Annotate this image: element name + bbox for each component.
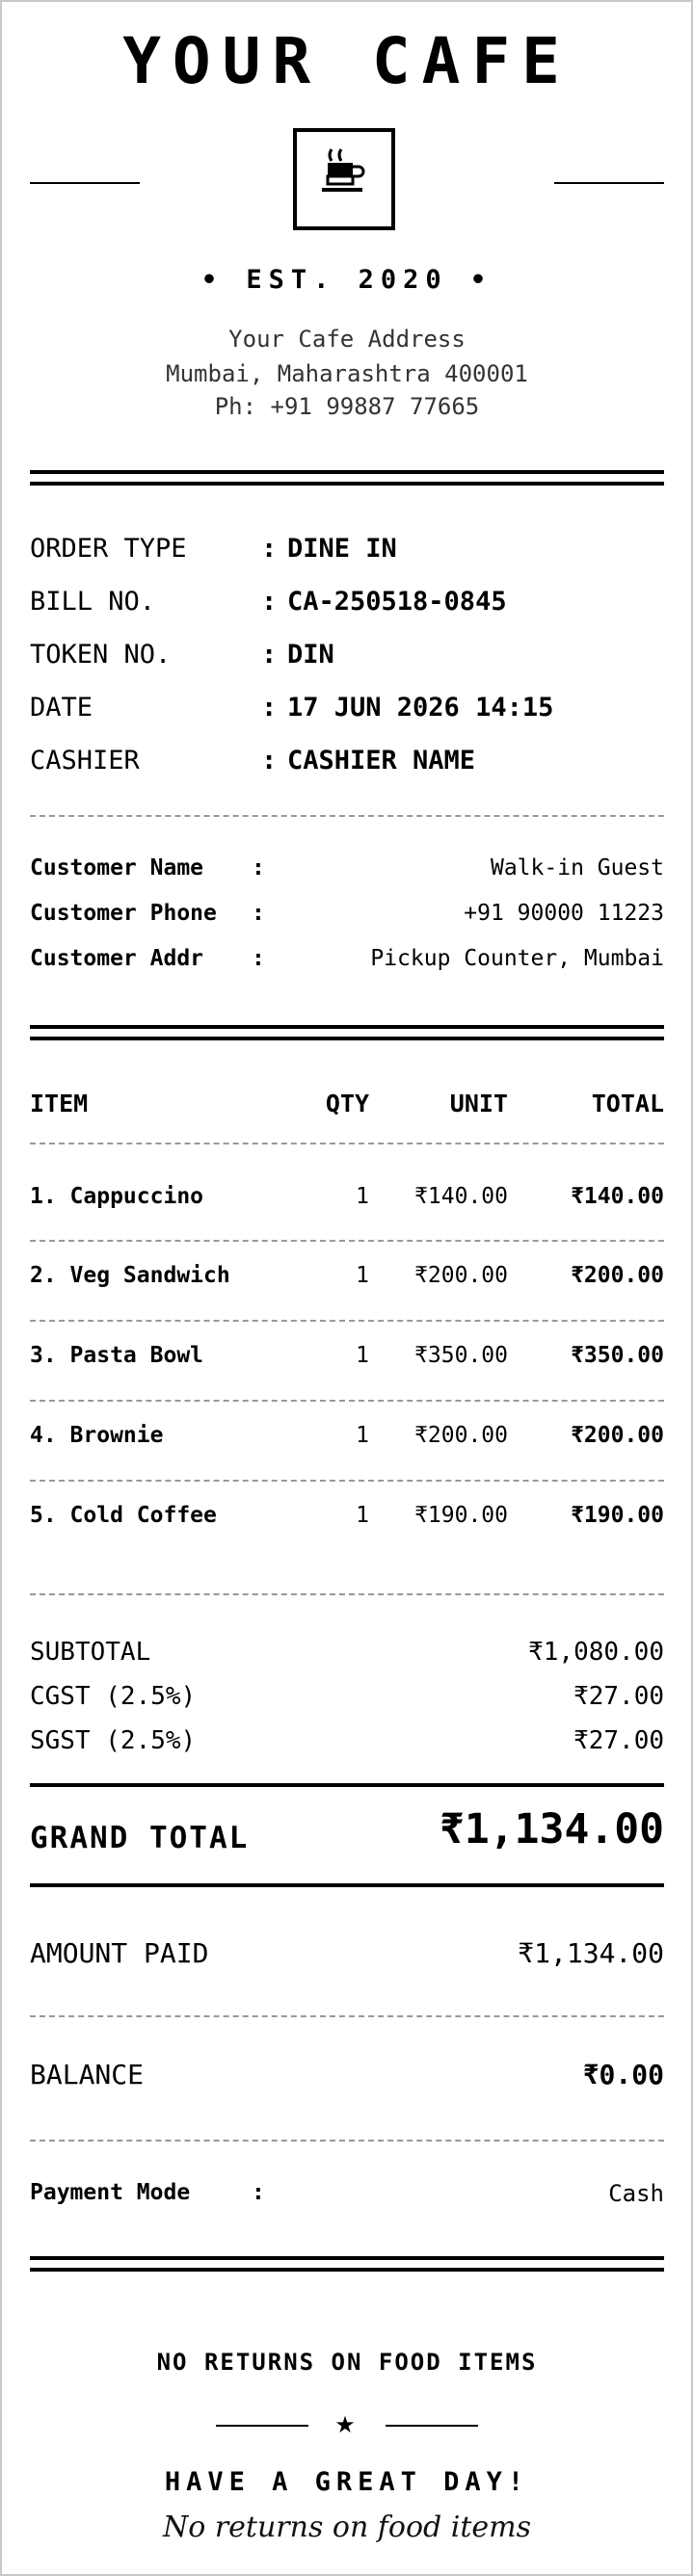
item-total: ₹350.00 <box>571 1343 664 1368</box>
double-rule-top-2 <box>30 482 664 486</box>
separator: : <box>252 2180 265 2205</box>
item-total: ₹200.00 <box>571 1263 664 1288</box>
cgst-value: ₹27.00 <box>573 1682 664 1711</box>
item-name: 5. Cold Coffee <box>30 1503 217 1528</box>
items-header-unit: UNIT <box>449 1090 508 1117</box>
list-item <box>30 1184 664 1217</box>
dashed-divider <box>30 2015 664 2017</box>
footer-rule-left <box>216 2425 308 2427</box>
dashed-divider <box>30 1480 664 1482</box>
items-header-qty: QTY <box>325 1090 369 1117</box>
item-unit: ₹200.00 <box>414 1263 508 1288</box>
items-header <box>30 1090 664 1122</box>
coffee-cup-icon <box>297 132 391 226</box>
subtotal-value: ₹1,080.00 <box>528 1638 664 1667</box>
sgst-label: SGST (2.5%) <box>30 1726 197 1755</box>
double-rule-mid-2 <box>30 1037 664 1040</box>
greeting: HAVE A GREAT DAY! <box>164 2467 530 2497</box>
separator: : <box>261 534 278 564</box>
subtotal-row <box>30 1638 664 1670</box>
date-value: 17 JUN 2026 14:15 <box>287 693 554 723</box>
dashed-divider <box>30 1143 664 1144</box>
separator: : <box>261 746 278 775</box>
token-no-value: DIN <box>287 640 334 670</box>
cashier-row <box>30 746 664 778</box>
cafe-name: YOUR CAFE <box>122 24 572 98</box>
grand-total-value: ₹1,134.00 <box>440 1805 664 1853</box>
item-name: 3. Pasta Bowl <box>30 1343 204 1368</box>
customer-phone-label: Customer Phone <box>30 901 217 926</box>
item-name: 1. Cappuccino <box>30 1184 204 1209</box>
balance-value: ₹0.00 <box>582 2059 664 2090</box>
dashed-divider <box>30 815 664 817</box>
item-qty: 1 <box>356 1184 369 1209</box>
dashed-divider <box>30 1240 664 1242</box>
cashier-value: CASHIER NAME <box>287 746 476 775</box>
order-type-label: ORDER TYPE <box>30 534 187 564</box>
double-rule-bottom-1 <box>30 2256 664 2260</box>
item-total: ₹190.00 <box>571 1503 664 1528</box>
grand-total-label: GRAND TOTAL <box>30 1821 250 1855</box>
item-unit: ₹190.00 <box>414 1503 508 1528</box>
item-qty: 1 <box>356 1343 369 1368</box>
item-total: ₹200.00 <box>571 1423 664 1448</box>
list-item <box>30 1343 664 1376</box>
item-unit: ₹140.00 <box>414 1184 508 1209</box>
payment-mode-value: Cash <box>608 2180 664 2207</box>
cgst-label: CGST (2.5%) <box>30 1682 197 1711</box>
amount-paid-value: ₹1,134.00 <box>518 1937 664 1969</box>
dashed-divider <box>30 2140 664 2142</box>
separator: : <box>252 946 265 971</box>
sgst-value: ₹27.00 <box>573 1726 664 1755</box>
dashed-divider <box>30 1400 664 1402</box>
cashier-label: CASHIER <box>30 746 140 775</box>
item-qty: 1 <box>356 1503 369 1528</box>
customer-addr-row <box>30 946 664 979</box>
amount-paid-row <box>30 1937 664 1972</box>
customer-phone-row <box>30 901 664 933</box>
address-line2: Mumbai, Maharashtra 400001 <box>166 360 528 387</box>
bill-no-row <box>30 587 664 619</box>
bill-no-value: CA-250518-0845 <box>287 587 507 617</box>
customer-addr-value: Pickup Counter, Mumbai <box>370 946 664 971</box>
customer-addr-label: Customer Addr <box>30 946 204 971</box>
items-header-item: ITEM <box>30 1090 89 1117</box>
dashed-divider <box>30 1320 664 1322</box>
item-qty: 1 <box>356 1263 369 1288</box>
balance-label: BALANCE <box>30 2059 145 2090</box>
double-rule-mid-1 <box>30 1025 664 1029</box>
sgst-row <box>30 1726 664 1759</box>
return-policy: NO RETURNS ON FOOD ITEMS <box>156 2349 538 2376</box>
payment-mode-row <box>30 2180 664 2213</box>
separator: : <box>261 587 278 617</box>
grand-total-row <box>30 1805 664 1857</box>
balance-row <box>30 2059 664 2093</box>
grand-total-rule-bottom <box>30 1883 664 1887</box>
grand-total-rule-top <box>30 1783 664 1787</box>
footer-rule-right <box>386 2425 478 2427</box>
item-unit: ₹350.00 <box>414 1343 508 1368</box>
established: • EST. 2020 • <box>200 265 493 295</box>
footer-note: No returns on food items <box>162 2510 532 2544</box>
list-item <box>30 1503 664 1536</box>
logo-box <box>293 128 395 230</box>
order-type-value: DINE IN <box>287 534 397 564</box>
customer-name-row <box>30 855 664 888</box>
dashed-divider <box>30 1593 664 1595</box>
order-type-row <box>30 534 664 566</box>
list-item <box>30 1423 664 1456</box>
item-total: ₹140.00 <box>571 1184 664 1209</box>
header-rule-right <box>554 182 664 184</box>
bill-no-label: BILL NO. <box>30 587 156 617</box>
separator: : <box>252 855 265 881</box>
amount-paid-label: AMOUNT PAID <box>30 1937 209 1969</box>
token-no-row <box>30 640 664 672</box>
items-header-total: TOTAL <box>591 1090 664 1117</box>
item-name: 2. Veg Sandwich <box>30 1263 230 1288</box>
list-item <box>30 1263 664 1296</box>
star-icon: ★ <box>334 2411 356 2438</box>
address-line1: Your Cafe Address <box>228 326 466 353</box>
separator: : <box>261 640 278 670</box>
separator: : <box>261 693 278 723</box>
subtotal-label: SUBTOTAL <box>30 1638 151 1667</box>
date-label: DATE <box>30 693 93 723</box>
item-unit: ₹200.00 <box>414 1423 508 1448</box>
payment-mode-label: Payment Mode <box>30 2180 191 2205</box>
phone: Ph: +91 99887 77665 <box>214 393 480 420</box>
separator: : <box>252 901 265 926</box>
header-rule-left <box>30 182 140 184</box>
customer-phone-value: +91 90000 11223 <box>464 901 664 926</box>
token-no-label: TOKEN NO. <box>30 640 172 670</box>
double-rule-bottom-2 <box>30 2268 664 2272</box>
customer-name-label: Customer Name <box>30 855 204 881</box>
double-rule-top-1 <box>30 470 664 474</box>
customer-name-value: Walk-in Guest <box>490 855 664 881</box>
date-row <box>30 693 664 725</box>
item-qty: 1 <box>356 1423 369 1448</box>
cgst-row <box>30 1682 664 1715</box>
item-name: 4. Brownie <box>30 1423 164 1448</box>
